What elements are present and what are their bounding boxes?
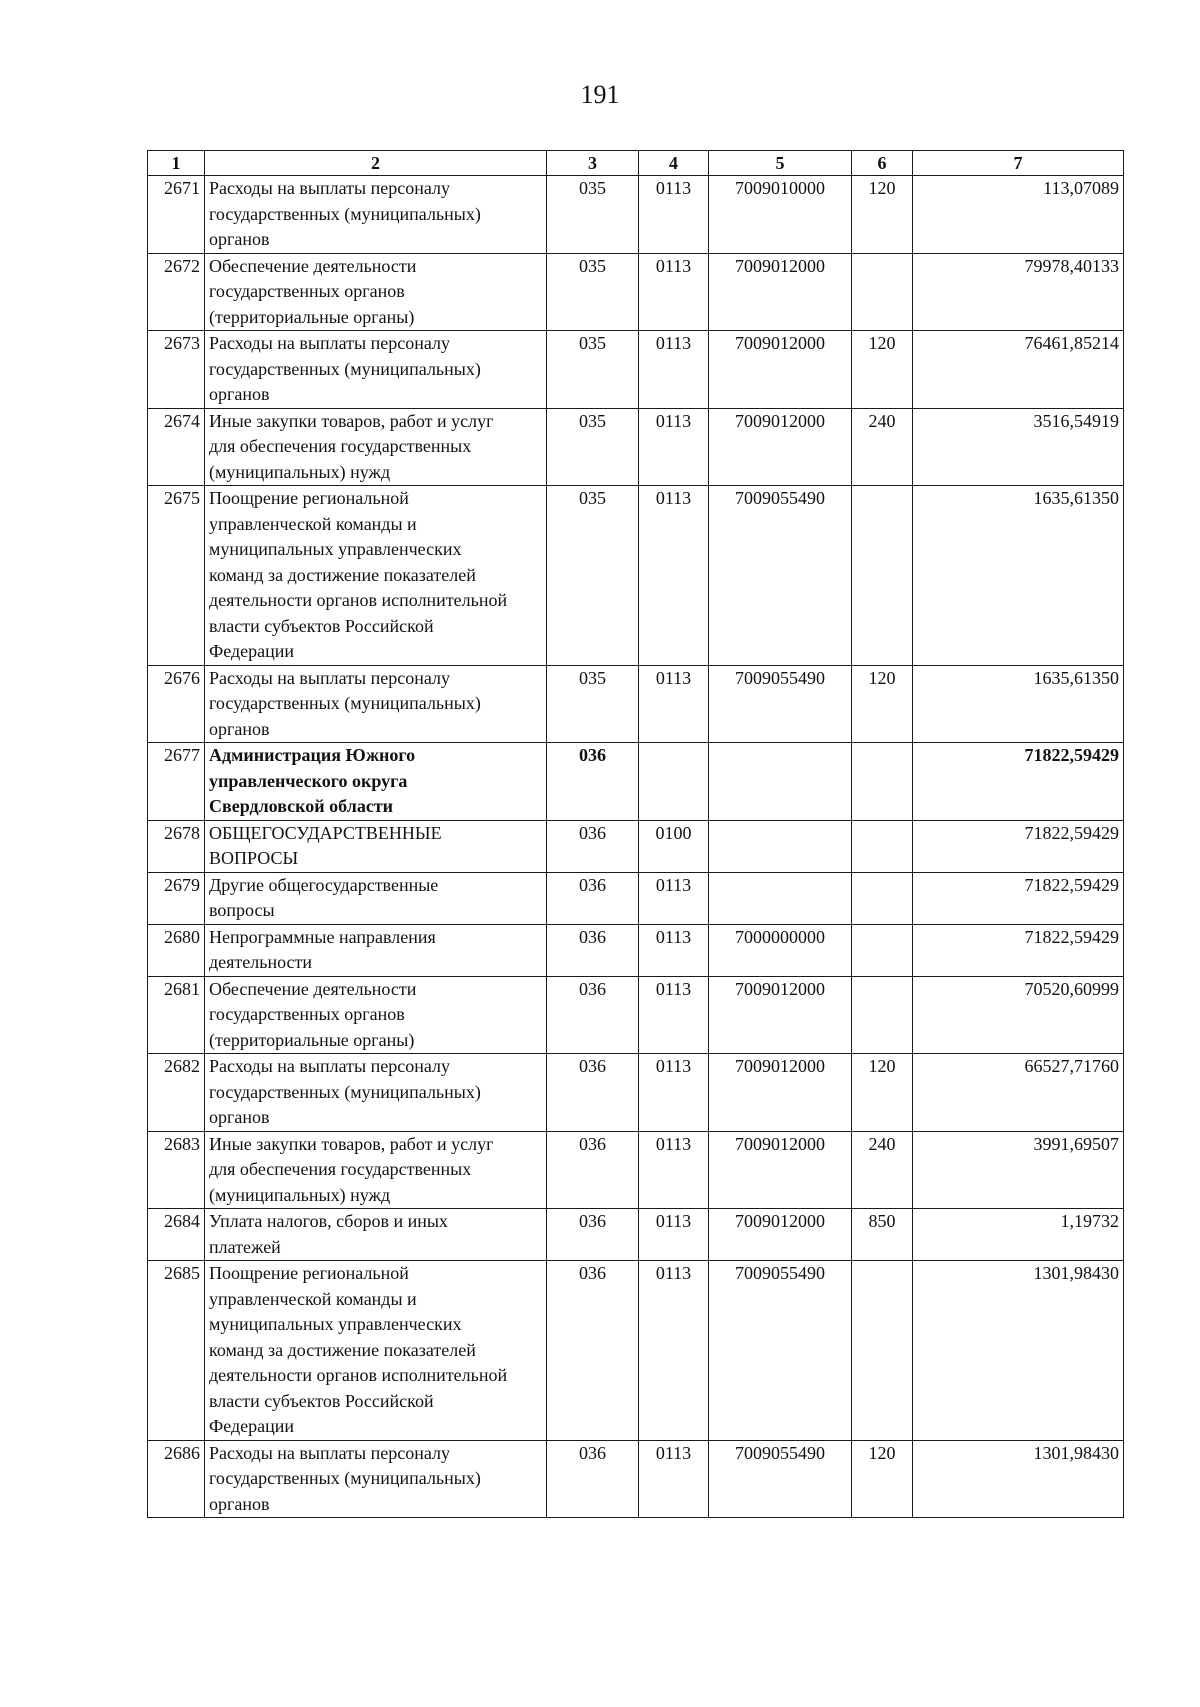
table-row bbox=[148, 665, 1124, 743]
row-name-line: Федерации bbox=[209, 641, 295, 661]
row-amount: 71822,59429 bbox=[913, 872, 1124, 924]
table-row bbox=[148, 820, 1124, 872]
table-row bbox=[148, 408, 1124, 486]
row-name-line: Расходы на выплаты персоналу bbox=[209, 1442, 450, 1463]
row-name-line: деятельности bbox=[209, 952, 313, 972]
section-code: 0113 bbox=[639, 1131, 709, 1209]
expense-type-code bbox=[852, 976, 913, 1054]
row-name-line: деятельности органов исполнительной bbox=[209, 1365, 508, 1385]
target-article-code: 7009010000 bbox=[709, 176, 852, 254]
target-article-code: 7009055490 bbox=[709, 1440, 852, 1518]
row-name-line: Непрограммные направления bbox=[209, 926, 436, 947]
row-name-line: платежей bbox=[209, 1236, 281, 1257]
ministry-code: 036 bbox=[547, 924, 639, 976]
row-amount: 3991,69507 bbox=[913, 1131, 1124, 1209]
row-name-line: (территориальные органы) bbox=[209, 306, 415, 327]
row-number: 2671 bbox=[148, 176, 205, 254]
row-name-line: Обеспечение деятельности bbox=[209, 255, 417, 276]
row-number: 2678 bbox=[148, 820, 205, 872]
target-article-code bbox=[709, 872, 852, 924]
row-name-line: государственных (муниципальных) bbox=[209, 1468, 481, 1488]
row-name bbox=[205, 1054, 547, 1132]
section-code: 0113 bbox=[639, 331, 709, 409]
row-number: 2674 bbox=[148, 408, 205, 486]
row-amount: 71822,59429 bbox=[913, 924, 1124, 976]
row-name-line: власти субъектов Российской bbox=[209, 615, 434, 636]
row-number: 2684 bbox=[148, 1209, 205, 1261]
row-name-line: Федерации bbox=[209, 1416, 295, 1436]
row-number: 2680 bbox=[148, 924, 205, 976]
row-name-line: муниципальных управленческих bbox=[209, 539, 462, 559]
expense-type-code: 240 bbox=[852, 1131, 913, 1209]
row-name-line: для обеспечения государственных bbox=[209, 436, 472, 456]
row-name-line: Расходы на выплаты персоналу bbox=[209, 178, 450, 198]
row-number: 2677 bbox=[148, 743, 205, 821]
row-name bbox=[205, 176, 547, 254]
row-name-line: ОБЩЕГОСУДАРСТВЕННЫЕ bbox=[209, 822, 442, 843]
section-code: 0113 bbox=[639, 1209, 709, 1261]
row-name bbox=[205, 1440, 547, 1518]
table-row bbox=[148, 976, 1124, 1054]
row-amount: 3516,54919 bbox=[913, 408, 1124, 486]
page-number: 191 bbox=[580, 80, 620, 109]
row-name bbox=[205, 743, 547, 821]
row-number: 2673 bbox=[148, 331, 205, 409]
ministry-code: 035 bbox=[547, 665, 639, 743]
row-name-line: команд за достижение показателей bbox=[209, 564, 476, 585]
target-article-code: 7009012000 bbox=[709, 331, 852, 409]
row-name-line: Уплата налогов, сборов и иных bbox=[209, 1211, 448, 1231]
expense-type-code bbox=[852, 253, 913, 331]
target-article-code: 7009055490 bbox=[709, 1261, 852, 1441]
target-article-code: 7009012000 bbox=[709, 408, 852, 486]
row-name-line: Поощрение региональной bbox=[209, 488, 409, 508]
row-amount: 76461,85214 bbox=[913, 331, 1124, 409]
row-name-line: Расходы на выплаты персоналу bbox=[209, 667, 450, 688]
row-name bbox=[205, 976, 547, 1054]
expense-type-code: 120 bbox=[852, 1440, 913, 1518]
row-name-line: Другие общегосударственные bbox=[209, 874, 439, 895]
column-header: 3 bbox=[547, 151, 639, 176]
row-name-line: (территориальные органы) bbox=[209, 1029, 415, 1050]
ministry-code: 035 bbox=[547, 176, 639, 254]
section-code: 0113 bbox=[639, 924, 709, 976]
table-row bbox=[148, 924, 1124, 976]
row-name bbox=[205, 486, 547, 666]
row-number: 2682 bbox=[148, 1054, 205, 1132]
table-row bbox=[148, 486, 1124, 666]
target-article-code: 7009012000 bbox=[709, 1131, 852, 1209]
ministry-code: 036 bbox=[547, 872, 639, 924]
section-code: 0113 bbox=[639, 408, 709, 486]
row-name-line: государственных (муниципальных) bbox=[209, 203, 481, 224]
table-row bbox=[148, 253, 1124, 331]
row-name-line: управленческой команды и bbox=[209, 1288, 417, 1309]
row-name-line: Иные закупки товаров, работ и услуг bbox=[209, 410, 494, 431]
expense-type-code bbox=[852, 743, 913, 821]
row-amount: 1,19732 bbox=[913, 1209, 1124, 1261]
target-article-code: 7000000000 bbox=[709, 924, 852, 976]
ministry-code: 036 bbox=[547, 1054, 639, 1132]
row-number: 2675 bbox=[148, 486, 205, 666]
row-name-line: государственных (муниципальных) bbox=[209, 358, 481, 379]
column-header: 5 bbox=[709, 151, 852, 176]
row-name-line: деятельности органов исполнительной bbox=[209, 590, 508, 610]
column-header: 6 bbox=[852, 151, 913, 176]
table-row bbox=[148, 1209, 1124, 1261]
ministry-code: 035 bbox=[547, 253, 639, 331]
row-name bbox=[205, 665, 547, 743]
expense-type-code: 120 bbox=[852, 331, 913, 409]
section-code: 0113 bbox=[639, 1440, 709, 1518]
row-name bbox=[205, 820, 547, 872]
row-amount: 1301,98430 bbox=[913, 1440, 1124, 1518]
row-number: 2672 bbox=[148, 253, 205, 331]
header-row bbox=[148, 151, 1124, 176]
row-name-line: власти субъектов Российской bbox=[209, 1390, 434, 1411]
row-name bbox=[205, 872, 547, 924]
row-name-line: управленческого округа bbox=[209, 770, 408, 791]
target-article-code: 7009055490 bbox=[709, 665, 852, 743]
row-name bbox=[205, 331, 547, 409]
row-name-line: (муниципальных) нужд bbox=[209, 1184, 391, 1205]
row-number: 2679 bbox=[148, 872, 205, 924]
section-code: 0113 bbox=[639, 665, 709, 743]
table-row bbox=[148, 872, 1124, 924]
row-amount: 79978,40133 bbox=[913, 253, 1124, 331]
column-header: 1 bbox=[148, 151, 205, 176]
table-row bbox=[148, 331, 1124, 409]
target-article-code: 7009012000 bbox=[709, 976, 852, 1054]
row-amount: 113,07089 bbox=[913, 176, 1124, 254]
expense-type-code bbox=[852, 924, 913, 976]
target-article-code: 7009012000 bbox=[709, 253, 852, 331]
section-code: 0113 bbox=[639, 486, 709, 666]
row-name bbox=[205, 1261, 547, 1441]
table-body bbox=[148, 176, 1124, 1518]
section-code bbox=[639, 743, 709, 821]
expense-type-code bbox=[852, 1261, 913, 1441]
ministry-code: 035 bbox=[547, 408, 639, 486]
row-name-line: органов bbox=[209, 1107, 270, 1127]
row-number: 2683 bbox=[148, 1131, 205, 1209]
section-code: 0113 bbox=[639, 253, 709, 331]
row-name-line: (муниципальных) нужд bbox=[209, 461, 391, 482]
row-name-line: Расходы на выплаты персоналу bbox=[209, 1056, 450, 1076]
ministry-code: 036 bbox=[547, 1209, 639, 1261]
table-row bbox=[148, 743, 1124, 821]
row-name-line: Иные закупки товаров, работ и услуг bbox=[209, 1133, 494, 1154]
expense-type-code: 120 bbox=[852, 1054, 913, 1132]
table-row bbox=[148, 1131, 1124, 1209]
row-amount: 1635,61350 bbox=[913, 665, 1124, 743]
section-code: 0113 bbox=[639, 176, 709, 254]
section-code: 0100 bbox=[639, 820, 709, 872]
row-amount: 66527,71760 bbox=[913, 1054, 1124, 1132]
ministry-code: 035 bbox=[547, 331, 639, 409]
row-amount: 1635,61350 bbox=[913, 486, 1124, 666]
row-name-line: государственных (муниципальных) bbox=[209, 693, 481, 713]
row-name-line: Администрация Южного bbox=[209, 745, 416, 765]
column-header: 2 bbox=[205, 151, 547, 176]
row-number: 2685 bbox=[148, 1261, 205, 1441]
row-name-line: вопросы bbox=[209, 900, 275, 920]
expense-type-code bbox=[852, 820, 913, 872]
ministry-code: 036 bbox=[547, 1261, 639, 1441]
table-row bbox=[148, 1440, 1124, 1518]
row-name-line: муниципальных управленческих bbox=[209, 1314, 462, 1334]
expense-type-code: 120 bbox=[852, 665, 913, 743]
row-name bbox=[205, 924, 547, 976]
column-header: 7 bbox=[913, 151, 1124, 176]
ministry-code: 036 bbox=[547, 743, 639, 821]
expense-type-code bbox=[852, 872, 913, 924]
expense-type-code: 120 bbox=[852, 176, 913, 254]
ministry-code: 036 bbox=[547, 976, 639, 1054]
target-article-code: 7009012000 bbox=[709, 1209, 852, 1261]
row-amount: 71822,59429 bbox=[913, 743, 1124, 821]
section-code: 0113 bbox=[639, 976, 709, 1054]
row-name-line: ВОПРОСЫ bbox=[209, 848, 299, 868]
expense-type-code: 850 bbox=[852, 1209, 913, 1261]
ministry-code: 036 bbox=[547, 1440, 639, 1518]
row-name-line: органов bbox=[209, 1493, 270, 1514]
table-row bbox=[148, 1054, 1124, 1132]
section-code: 0113 bbox=[639, 1054, 709, 1132]
ministry-code: 036 bbox=[547, 1131, 639, 1209]
row-name-line: управленческой команды и bbox=[209, 513, 417, 534]
expense-type-code bbox=[852, 486, 913, 666]
budget-table bbox=[147, 150, 1124, 1518]
row-name-line: органов bbox=[209, 384, 270, 404]
section-code: 0113 bbox=[639, 872, 709, 924]
row-name-line: команд за достижение показателей bbox=[209, 1339, 476, 1360]
row-number: 2686 bbox=[148, 1440, 205, 1518]
row-name-line: Обеспечение деятельности bbox=[209, 978, 417, 999]
table-row bbox=[148, 176, 1124, 254]
expense-type-code: 240 bbox=[852, 408, 913, 486]
target-article-code bbox=[709, 820, 852, 872]
row-amount: 1301,98430 bbox=[913, 1261, 1124, 1441]
row-name-line: Расходы на выплаты персоналу bbox=[209, 333, 450, 353]
row-name bbox=[205, 253, 547, 331]
row-name-line: Свердловской области bbox=[209, 796, 394, 816]
row-name bbox=[205, 1209, 547, 1261]
target-article-code: 7009055490 bbox=[709, 486, 852, 666]
ministry-code: 036 bbox=[547, 820, 639, 872]
row-amount: 70520,60999 bbox=[913, 976, 1124, 1054]
row-amount: 71822,59429 bbox=[913, 820, 1124, 872]
row-name-line: Поощрение региональной bbox=[209, 1263, 409, 1283]
table-row bbox=[148, 1261, 1124, 1441]
row-name-line: для обеспечения государственных bbox=[209, 1159, 472, 1179]
section-code: 0113 bbox=[639, 1261, 709, 1441]
row-name bbox=[205, 408, 547, 486]
target-article-code: 7009012000 bbox=[709, 1054, 852, 1132]
row-number: 2676 bbox=[148, 665, 205, 743]
row-name-line: органов bbox=[209, 229, 270, 249]
row-name-line: государственных (муниципальных) bbox=[209, 1081, 481, 1102]
row-number: 2681 bbox=[148, 976, 205, 1054]
row-name-line: государственных органов bbox=[209, 281, 405, 301]
row-name-line: органов bbox=[209, 718, 270, 739]
row-name-line: государственных органов bbox=[209, 1004, 405, 1024]
ministry-code: 035 bbox=[547, 486, 639, 666]
column-header: 4 bbox=[639, 151, 709, 176]
target-article-code bbox=[709, 743, 852, 821]
row-name bbox=[205, 1131, 547, 1209]
